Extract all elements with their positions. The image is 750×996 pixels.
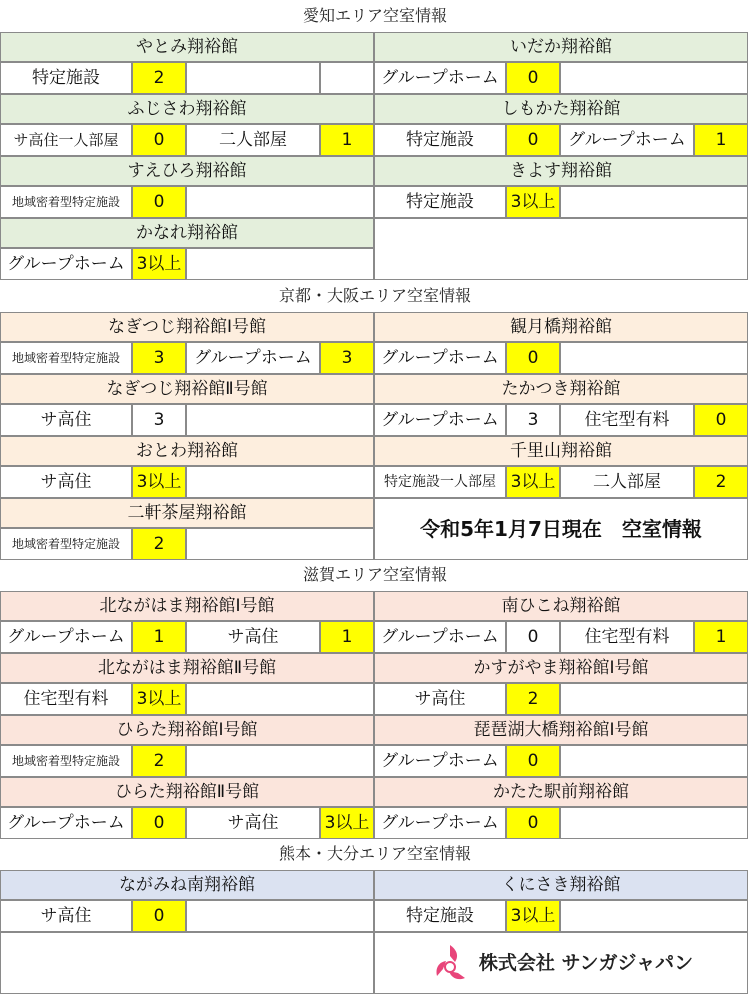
vacancy-count: 3以上 <box>506 466 560 498</box>
vacancy-count: 3 <box>132 404 186 436</box>
facility-name-nagamine-minami: ながみね南翔裕館 <box>0 870 374 900</box>
date-banner: 令和5年1月7日現在 空室情報 <box>374 498 748 560</box>
room-type-label: 地域密着型特定施設 <box>0 342 132 374</box>
vacancy-count: 0 <box>506 124 560 156</box>
company-logo <box>374 932 748 994</box>
empty-cell <box>186 683 374 715</box>
empty-cell <box>186 186 374 218</box>
facility-name-biwako: 琵琶湖大橋翔裕館Ⅰ号館 <box>374 715 748 745</box>
empty-cell <box>560 900 748 932</box>
room-type-label: サ高住 <box>0 900 132 932</box>
room-type-label: 地域密着型特定施設 <box>0 528 132 560</box>
empty-cell <box>560 342 748 374</box>
vacancy-count: 3 <box>320 342 374 374</box>
facility-name-idaka: いだか翔裕館 <box>374 32 748 62</box>
facility-name-katataekimae: かたた駅前翔裕館 <box>374 777 748 807</box>
vacancy-count: 0 <box>506 807 560 839</box>
vacancy-count: 1 <box>694 621 748 653</box>
empty-cell <box>560 62 748 94</box>
room-type-label: 住宅型有料 <box>0 683 132 715</box>
room-type-label: グループホーム <box>560 124 694 156</box>
vacancy-count: 0 <box>506 745 560 777</box>
empty-cell <box>186 248 374 280</box>
vacancy-count: 0 <box>506 342 560 374</box>
vacancy-count: 1 <box>132 621 186 653</box>
facility-name-kanare: かなれ翔裕館 <box>0 218 374 248</box>
room-type-label: グループホーム <box>374 342 506 374</box>
room-type-label: 二人部屋 <box>560 466 694 498</box>
room-type-label: 特定施設一人部屋 <box>374 466 506 498</box>
room-type-label: サ高住 <box>186 621 320 653</box>
section-title-kumamoto-oita: 熊本・大分エリア空室情報 <box>278 844 471 863</box>
room-type-label: 住宅型有料 <box>560 621 694 653</box>
vacancy-count: 1 <box>320 124 374 156</box>
vacancy-count: 0 <box>506 621 560 653</box>
room-type-label: サ高住 <box>186 807 320 839</box>
vacancy-count: 2 <box>132 528 186 560</box>
room-type-label: 地域密着型特定施設 <box>0 186 132 218</box>
room-type-label: 特定施設 <box>374 124 506 156</box>
facility-name-kitanagahama2: 北ながはま翔裕館Ⅱ号館 <box>0 653 374 683</box>
room-type-label: グループホーム <box>374 62 506 94</box>
empty-cell <box>186 466 374 498</box>
facility-name-kitanagahama1: 北ながはま翔裕館Ⅰ号館 <box>0 591 374 621</box>
facility-name-kiyosu: きよす翔裕館 <box>374 156 748 186</box>
vacancy-count: 2 <box>506 683 560 715</box>
vacancy-count: 3以上 <box>132 248 186 280</box>
empty-cell <box>374 218 748 280</box>
vacancy-count: 3以上 <box>506 900 560 932</box>
empty-cell <box>560 683 748 715</box>
empty-cell <box>186 745 374 777</box>
vacancy-count: 3以上 <box>132 466 186 498</box>
vacancy-count: 2 <box>694 466 748 498</box>
room-type-label: サ高住 <box>0 466 132 498</box>
empty-cell <box>186 528 374 560</box>
room-type-label: 特定施設 <box>0 62 132 94</box>
sanga-logo-icon <box>429 942 471 984</box>
vacancy-count: 3 <box>132 342 186 374</box>
room-type-label: グループホーム <box>0 248 132 280</box>
vacancy-count: 0 <box>132 900 186 932</box>
empty-cell <box>560 807 748 839</box>
empty-cell <box>560 186 748 218</box>
facility-name-yatomi: やとみ翔裕館 <box>0 32 374 62</box>
section-title-shiga: 滋賀エリア空室情報 <box>302 565 447 584</box>
room-type-label: 二人部屋 <box>186 124 320 156</box>
vacancy-count: 3以上 <box>320 807 374 839</box>
vacancy-count: 3以上 <box>132 683 186 715</box>
vacancy-count: 3 <box>506 404 560 436</box>
vacancy-count: 2 <box>132 62 186 94</box>
facility-name-shimokata: しもかた翔裕館 <box>374 94 748 124</box>
facility-name-minamihikone: 南ひこね翔裕館 <box>374 591 748 621</box>
facility-name-nikenchaya: 二軒茶屋翔裕館 <box>0 498 374 528</box>
vacancy-count: 3以上 <box>506 186 560 218</box>
vacancy-count: 1 <box>320 621 374 653</box>
empty-cell <box>186 62 320 94</box>
facility-name-senriyama: 千里山翔裕館 <box>374 436 748 466</box>
vacancy-count: 0 <box>506 62 560 94</box>
empty-cell <box>560 745 748 777</box>
vacancy-count: 0 <box>132 807 186 839</box>
facility-name-nagitsuji2: なぎつじ翔裕館Ⅱ号館 <box>0 374 374 404</box>
room-type-label: サ高住 <box>374 683 506 715</box>
empty-cell <box>186 404 374 436</box>
room-type-label: 地域密着型特定施設 <box>0 745 132 777</box>
facility-name-takatsuki: たかつき翔裕館 <box>374 374 748 404</box>
vacancy-count: 1 <box>694 124 748 156</box>
room-type-label: グループホーム <box>374 807 506 839</box>
facility-name-nagitsuji1: なぎつじ翔裕館Ⅰ号館 <box>0 312 374 342</box>
room-type-label: 特定施設 <box>374 186 506 218</box>
facility-name-hirata1: ひらた翔裕館Ⅰ号館 <box>0 715 374 745</box>
room-type-label: グループホーム <box>374 745 506 777</box>
facility-name-fujisawa: ふじさわ翔裕館 <box>0 94 374 124</box>
facility-name-hirata2: ひらた翔裕館Ⅱ号館 <box>0 777 374 807</box>
vacancy-count: 2 <box>132 745 186 777</box>
facility-name-suehiro: すえひろ翔裕館 <box>0 156 374 186</box>
room-type-label: グループホーム <box>0 621 132 653</box>
room-type-label: グループホーム <box>374 621 506 653</box>
empty-cell <box>186 900 374 932</box>
empty-cell <box>0 932 374 994</box>
room-type-label: グループホーム <box>0 807 132 839</box>
room-type-label: サ高住 <box>0 404 132 436</box>
company-name: 株式会社 サンガジャパン <box>478 951 694 974</box>
facility-name-kunisaki: くにさき翔裕館 <box>374 870 748 900</box>
room-type-label: 特定施設 <box>374 900 506 932</box>
facility-name-kangetsukyo: 観月橋翔裕館 <box>374 312 748 342</box>
vacancy-count: 0 <box>132 186 186 218</box>
room-type-label: グループホーム <box>374 404 506 436</box>
room-type-label: グループホーム <box>186 342 320 374</box>
vacancy-count: 0 <box>132 124 186 156</box>
vacancy-count: 0 <box>694 404 748 436</box>
facility-name-kasugayama1: かすがやま翔裕館Ⅰ号館 <box>374 653 748 683</box>
section-title-kyoto-osaka: 京都・大阪エリア空室情報 <box>278 286 471 305</box>
section-title-aichi: 愛知エリア空室情報 <box>302 6 447 25</box>
room-type-label: サ高住一人部屋 <box>0 124 132 156</box>
room-type-label: 住宅型有料 <box>560 404 694 436</box>
empty-cell <box>320 62 374 94</box>
facility-name-otowa: おとわ翔裕館 <box>0 436 374 466</box>
